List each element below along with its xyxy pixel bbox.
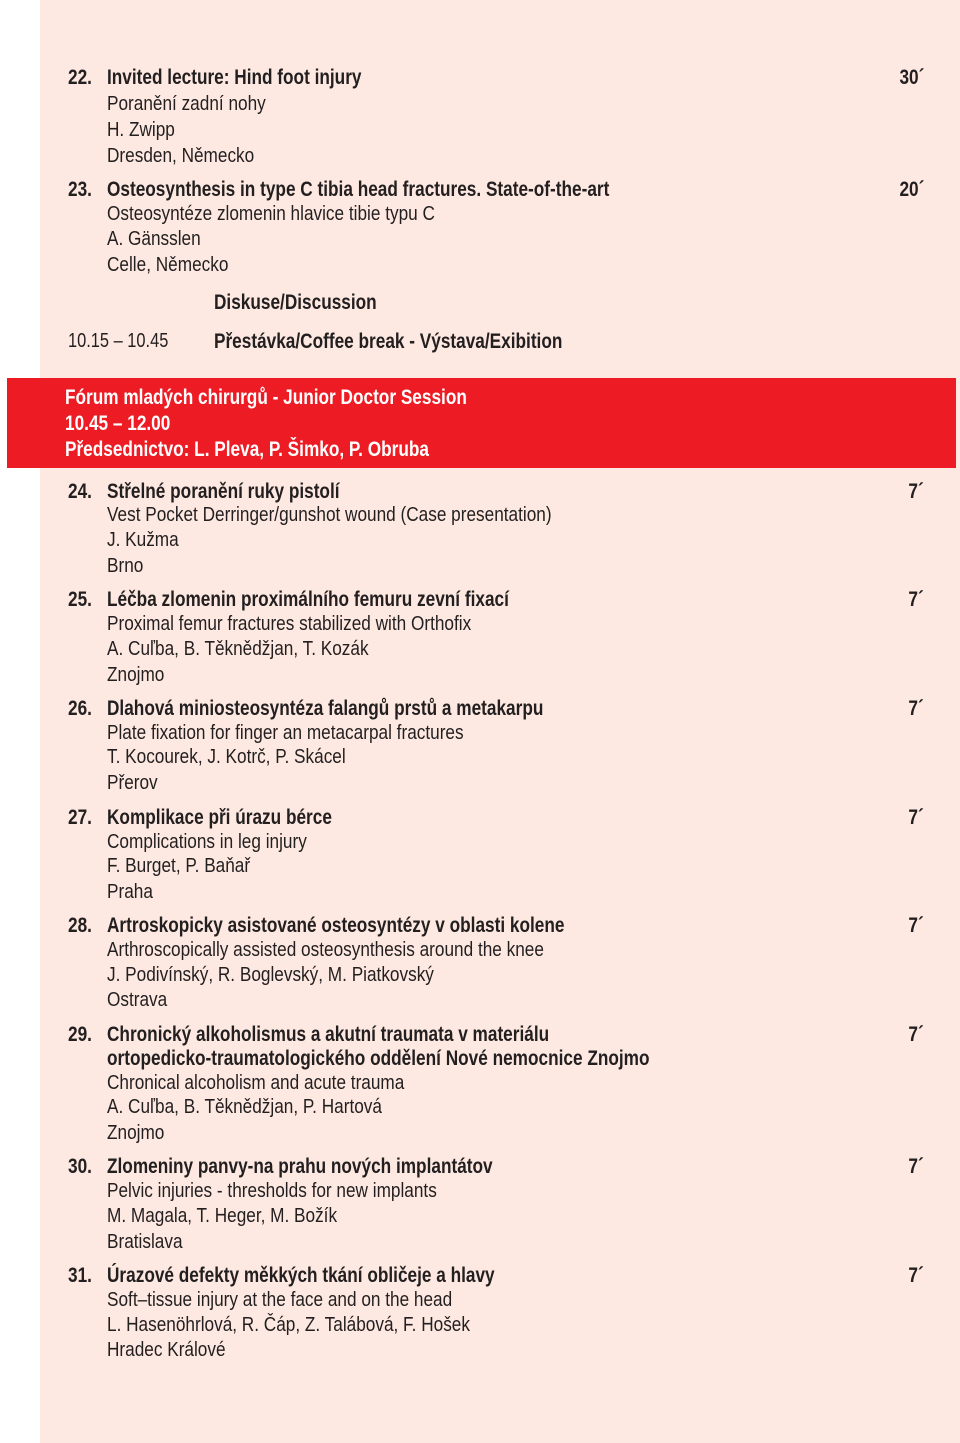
item-authors: F. Burget, P. Baňař	[107, 855, 251, 877]
item-duration: 7´	[908, 914, 924, 937]
item-authors: M. Magala, T. Heger, M. Božík	[107, 1205, 338, 1227]
item-location: Dresden, Německo	[107, 145, 255, 167]
item-title: Léčba zlomenin proximálního femuru zevní fixací	[107, 588, 509, 611]
item-duration: 7´	[908, 480, 924, 503]
item-authors: L. Hasenöhrlová, R. Čáp, Z. Talábová, F. Hošek	[107, 1314, 470, 1336]
item-title: Artroskopicky asistované osteosyntézy v oblasti kolene	[107, 914, 565, 937]
item-title: Komplikace při úrazu bérce	[107, 806, 332, 829]
item-duration: 7´	[908, 1155, 924, 1178]
item-number: 22.	[68, 66, 92, 89]
item-subtitle: Vest Pocket Derringer/gunshot wound (Case presentation)	[107, 504, 552, 526]
item-duration: 30´	[899, 66, 924, 89]
item-duration: 7´	[908, 1023, 924, 1046]
discussion-label: Diskuse/Discussion	[214, 291, 377, 314]
item-number: 31.	[68, 1264, 92, 1287]
item-duration: 7´	[908, 588, 924, 611]
item-authors: H. Zwipp	[107, 119, 175, 141]
item-duration: 7´	[908, 806, 924, 829]
item-location: Brno	[107, 555, 144, 577]
break-label: Přestávka/Coffee break - Výstava/Exibition	[214, 330, 563, 353]
item-location: Celle, Německo	[107, 254, 229, 276]
session-banner	[7, 378, 956, 468]
session-time: 10.45 – 12.00	[65, 412, 171, 435]
item-number: 26.	[68, 697, 92, 720]
item-authors: A. Cuľba, B. Těknědžjan, P. Hartová	[107, 1096, 382, 1118]
item-title: Osteosynthesis in type C tibia head fractures. State-of-the-art	[107, 178, 610, 201]
item-subtitle: Pelvic injuries - thresholds for new implants	[107, 1180, 437, 1202]
item-location: Praha	[107, 881, 153, 903]
item-location: Hradec Králové	[107, 1339, 226, 1361]
item-number: 30.	[68, 1155, 92, 1178]
item-title: Chronický alkoholismus a akutní traumata v materiálu	[107, 1023, 550, 1046]
item-number: 29.	[68, 1023, 92, 1046]
item-subtitle: Complications in leg injury	[107, 831, 307, 853]
item-location: Přerov	[107, 772, 158, 794]
item-number: 23.	[68, 178, 92, 201]
item-duration: 7´	[908, 1264, 924, 1287]
item-location: Bratislava	[107, 1231, 183, 1253]
item-authors: A. Gänsslen	[107, 228, 201, 250]
item-subtitle: Soft–tissue injury at the face and on the head	[107, 1289, 453, 1311]
item-authors: A. Cuľba, B. Těknědžjan, T. Kozák	[107, 638, 369, 660]
item-duration: 7´	[908, 697, 924, 720]
item-number: 27.	[68, 806, 92, 829]
item-title: Střelné poranění ruky pistolí	[107, 480, 340, 503]
item-title: Invited lecture: Hind foot injury	[107, 66, 362, 89]
item-number: 24.	[68, 480, 92, 503]
item-title: Úrazové defekty měkkých tkání obličeje a hlavy	[107, 1264, 495, 1287]
item-title: Zlomeniny panvy-na prahu nových implantátov	[107, 1155, 493, 1178]
break-time: 10.15 – 10.45	[68, 330, 169, 352]
item-authors: J. Kužma	[107, 529, 179, 551]
item-duration: 20´	[899, 178, 924, 201]
item-subtitle: Chronical alcoholism and acute trauma	[107, 1072, 405, 1094]
item-location: Znojmo	[107, 664, 165, 686]
item-subtitle: Osteosyntéze zlomenin hlavice tibie typu C	[107, 203, 435, 225]
item-location: Znojmo	[107, 1122, 165, 1144]
item-subtitle: Proximal femur fractures stabilized with Orthofix	[107, 613, 472, 635]
item-title: Dlahová miniosteosyntéza falangů prstů a metakarpu	[107, 697, 544, 720]
session-chairs: Předsednictvo: L. Pleva, P. Šimko, P. Obruba	[65, 438, 429, 461]
item-number: 28.	[68, 914, 92, 937]
item-subtitle: Plate fixation for finger an metacarpal fractures	[107, 722, 464, 744]
item-subtitle: Poranění zadní nohy	[107, 93, 266, 115]
item-authors: J. Podivínský, R. Boglevský, M. Piatkovský	[107, 964, 434, 986]
session-title: Fórum mladých chirurgů - Junior Doctor Session	[65, 386, 467, 409]
item-authors: T. Kocourek, J. Kotrč, P. Skácel	[107, 746, 346, 768]
item-number: 25.	[68, 588, 92, 611]
item-title-continued: ortopedicko-traumatologického oddělení Nové nemocnice Znojmo	[107, 1047, 650, 1070]
item-location: Ostrava	[107, 989, 168, 1011]
item-subtitle: Arthroscopically assisted osteosynthesis around the knee	[107, 939, 544, 961]
